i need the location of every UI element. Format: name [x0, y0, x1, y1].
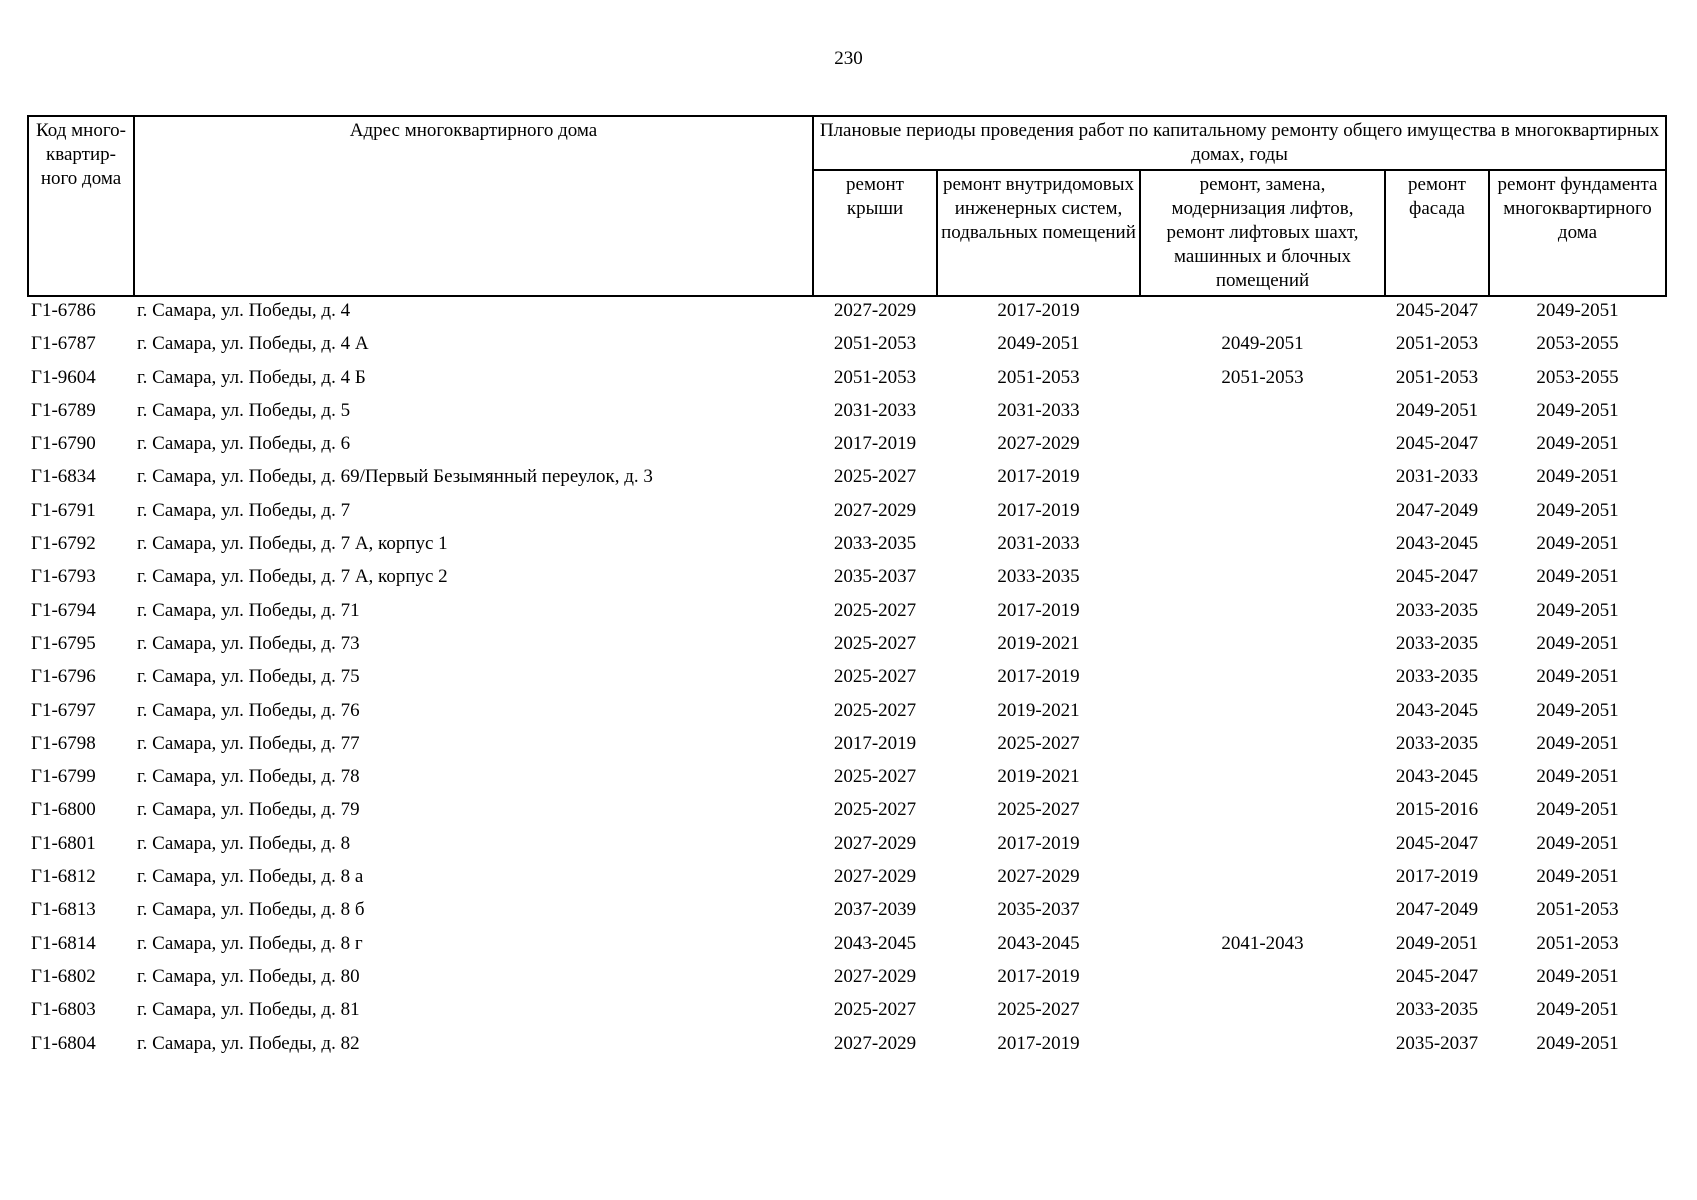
cell-roof: 2025-2027 [833, 699, 917, 721]
cell-lifts [1140, 599, 1385, 632]
cell-roof: 2017-2019 [833, 433, 917, 455]
cell-engineering: 2019-2021 [997, 699, 1080, 721]
table-header [28, 116, 1666, 296]
cell-roof: 2027-2029 [833, 300, 917, 321]
table-row [28, 965, 1666, 998]
cell-engineering: 2017-2019 [997, 832, 1080, 854]
cell-engineering: 2019-2021 [997, 766, 1080, 788]
cell-lifts [1140, 965, 1385, 998]
cell-address: г. Самара, ул. Победы, д. 79 [137, 799, 360, 821]
cell-lifts [1140, 865, 1385, 898]
cell-code: Г1-6793 [31, 566, 96, 588]
cell-facade: 2045-2047 [1395, 832, 1479, 854]
cell-engineering: 2017-2019 [997, 599, 1080, 621]
cell-lifts [1140, 998, 1385, 1031]
cell-roof: 2025-2027 [833, 632, 917, 654]
cell-address: г. Самара, ул. Победы, д. 4 Б [137, 366, 366, 388]
table-row [28, 798, 1666, 831]
table-row [28, 832, 1666, 865]
cell-foundation: 2049-2051 [1536, 832, 1619, 854]
page-number: 230 [834, 48, 863, 69]
cell-code: Г1-6813 [31, 899, 96, 921]
header-foundation: ремонт фундамента многоквартирного дома [1489, 170, 1666, 296]
cell-code: Г1-6792 [31, 533, 96, 555]
cell-address: г. Самара, ул. Победы, д. 7 [137, 499, 351, 521]
table-row [28, 432, 1666, 465]
table-row [28, 465, 1666, 498]
cell-roof: 2051-2053 [833, 333, 917, 355]
cell-address: г. Самара, ул. Победы, д. 4 А [137, 333, 369, 355]
cell-roof: 2051-2053 [833, 366, 917, 388]
cell-lifts [1140, 565, 1385, 598]
header-lifts: ремонт, замена, модернизация лифтов, ремонт лифтовых шахт, машинных и блочных помещений [1140, 170, 1385, 296]
cell-code: Г1-6801 [31, 832, 96, 854]
cell-foundation: 2049-2051 [1536, 433, 1619, 455]
cell-foundation: 2049-2051 [1536, 699, 1619, 721]
cell-facade: 2051-2053 [1395, 366, 1479, 388]
table-row [28, 665, 1666, 698]
cell-facade: 2033-2035 [1395, 632, 1479, 654]
cell-address: г. Самара, ул. Победы, д. 77 [137, 732, 360, 754]
cell-code: Г1-6794 [31, 599, 96, 621]
cell-foundation: 2049-2051 [1536, 466, 1619, 488]
table-row [28, 865, 1666, 898]
cell-code: Г1-6803 [31, 999, 96, 1021]
cell-facade: 2047-2049 [1395, 499, 1479, 521]
cell-address: г. Самара, ул. Победы, д. 7 А, корпус 1 [137, 533, 448, 555]
cell-foundation: 2049-2051 [1536, 533, 1619, 555]
cell-roof: 2025-2027 [833, 799, 917, 821]
cell-address: г. Самара, ул. Победы, д. 8 а [137, 866, 364, 888]
cell-address: г. Самара, ул. Победы, д. 8 [137, 832, 351, 854]
cell-engineering: 2025-2027 [997, 799, 1080, 821]
table-row [28, 998, 1666, 1031]
cell-code: Г1-6787 [31, 333, 96, 355]
cell-code: Г1-6796 [31, 666, 96, 688]
cell-engineering: 2031-2033 [997, 399, 1080, 421]
table-row [28, 1032, 1666, 1065]
cell-facade: 2033-2035 [1395, 666, 1479, 688]
cell-foundation: 2049-2051 [1536, 566, 1619, 588]
cell-code: Г1-6812 [31, 866, 96, 888]
cell-lifts [1140, 699, 1385, 732]
cell-foundation: 2049-2051 [1536, 499, 1619, 521]
cell-roof: 2025-2027 [833, 999, 917, 1021]
header-periods-group: Плановые периоды проведения работ по капитальному ремонту общего имущества в многоквартирных домах, годы [813, 116, 1666, 170]
cell-address: г. Самара, ул. Победы, д. 78 [137, 766, 360, 788]
cell-code: Г1-6791 [31, 499, 96, 521]
cell-address: г. Самара, ул. Победы, д. 8 г [137, 932, 363, 954]
cell-engineering: 2025-2027 [997, 732, 1080, 754]
cell-lifts [1140, 296, 1385, 332]
cell-foundation: 2051-2053 [1536, 899, 1619, 921]
cell-lifts: 2041-2043 [1221, 932, 1304, 954]
cell-facade: 2043-2045 [1395, 533, 1479, 555]
cell-roof: 2025-2027 [833, 666, 917, 688]
cell-foundation: 2049-2051 [1536, 732, 1619, 754]
table-row [28, 565, 1666, 598]
cell-engineering: 2017-2019 [997, 1032, 1080, 1054]
cell-roof: 2025-2027 [833, 599, 917, 621]
cell-lifts [1140, 499, 1385, 532]
cell-address: г. Самара, ул. Победы, д. 69/Первый Безымянный переулок, д. 3 [137, 466, 653, 488]
cell-foundation: 2049-2051 [1536, 599, 1619, 621]
cell-lifts: 2051-2053 [1221, 366, 1304, 388]
cell-code: Г1-6800 [31, 799, 96, 821]
cell-engineering: 2025-2027 [997, 999, 1080, 1021]
cell-address: г. Самара, ул. Победы, д. 82 [137, 1032, 360, 1054]
header-roof: ремонт крыши [813, 170, 937, 296]
cell-roof: 2035-2037 [833, 566, 917, 588]
cell-facade: 2033-2035 [1395, 599, 1479, 621]
cell-facade: 2033-2035 [1395, 732, 1479, 754]
cell-lifts [1140, 532, 1385, 565]
table-row [28, 932, 1666, 965]
cell-code: Г1-6799 [31, 766, 96, 788]
cell-lifts [1140, 665, 1385, 698]
table-row [28, 898, 1666, 931]
cell-foundation: 2049-2051 [1536, 965, 1619, 987]
cell-roof: 2027-2029 [833, 866, 917, 888]
cell-lifts [1140, 798, 1385, 831]
cell-facade: 2017-2019 [1395, 866, 1479, 888]
cell-roof: 2027-2029 [833, 832, 917, 854]
cell-roof: 2027-2029 [833, 499, 917, 521]
table-row [28, 632, 1666, 665]
cell-address: г. Самара, ул. Победы, д. 76 [137, 699, 360, 721]
cell-foundation: 2053-2055 [1536, 333, 1619, 355]
cell-foundation: 2053-2055 [1536, 366, 1619, 388]
cell-foundation: 2049-2051 [1536, 666, 1619, 688]
cell-address: г. Самара, ул. Победы, д. 75 [137, 666, 360, 688]
cell-facade: 2033-2035 [1395, 999, 1479, 1021]
table-row [28, 399, 1666, 432]
header-engineering: ремонт внутридомовых инженерных систем, подвальных помещений [937, 170, 1140, 296]
header-address: Адрес многоквартирного дома [134, 116, 813, 296]
cell-facade: 2043-2045 [1395, 766, 1479, 788]
cell-foundation: 2049-2051 [1536, 300, 1619, 321]
cell-facade: 2045-2047 [1395, 433, 1479, 455]
cell-code: Г1-9604 [31, 366, 96, 388]
cell-code: Г1-6797 [31, 699, 96, 721]
cell-facade: 2045-2047 [1395, 965, 1479, 987]
cell-facade: 2031-2033 [1395, 466, 1479, 488]
cell-engineering: 2051-2053 [997, 366, 1080, 388]
cell-lifts [1140, 399, 1385, 432]
cell-roof: 2025-2027 [833, 766, 917, 788]
cell-code: Г1-6802 [31, 965, 96, 987]
cell-foundation: 2049-2051 [1536, 766, 1619, 788]
cell-address: г. Самара, ул. Победы, д. 71 [137, 599, 360, 621]
cell-code: Г1-6804 [31, 1032, 96, 1054]
table-row [28, 332, 1666, 365]
cell-engineering: 2017-2019 [997, 466, 1080, 488]
cell-address: г. Самара, ул. Победы, д. 80 [137, 965, 360, 987]
cell-engineering: 2017-2019 [997, 300, 1080, 321]
cell-facade: 2035-2037 [1395, 1032, 1479, 1054]
cell-address: г. Самара, ул. Победы, д. 8 б [137, 899, 365, 921]
cell-facade: 2045-2047 [1395, 566, 1479, 588]
cell-facade: 2049-2051 [1395, 399, 1479, 421]
cell-foundation: 2049-2051 [1536, 1032, 1619, 1054]
header-facade: ремонт фасада [1385, 170, 1489, 296]
cell-lifts [1140, 732, 1385, 765]
cell-address: г. Самара, ул. Победы, д. 5 [137, 399, 351, 421]
cell-facade: 2043-2045 [1395, 699, 1479, 721]
cell-address: г. Самара, ул. Победы, д. 7 А, корпус 2 [137, 566, 448, 588]
cell-facade: 2047-2049 [1395, 899, 1479, 921]
cell-engineering: 2031-2033 [997, 533, 1080, 555]
table-row [28, 699, 1666, 732]
cell-facade: 2049-2051 [1395, 932, 1479, 954]
cell-engineering: 2017-2019 [997, 666, 1080, 688]
cell-lifts: 2049-2051 [1221, 333, 1304, 355]
cell-lifts [1140, 432, 1385, 465]
cell-engineering: 2027-2029 [997, 866, 1080, 888]
table-row [28, 732, 1666, 765]
cell-lifts [1140, 632, 1385, 665]
cell-facade: 2051-2053 [1395, 333, 1479, 355]
table-row [28, 532, 1666, 565]
cell-engineering: 2033-2035 [997, 566, 1080, 588]
cell-roof: 2033-2035 [833, 533, 917, 555]
table-row [28, 366, 1666, 399]
cell-foundation: 2049-2051 [1536, 866, 1619, 888]
cell-roof: 2025-2027 [833, 466, 917, 488]
cell-engineering: 2017-2019 [997, 499, 1080, 521]
cell-engineering: 2035-2037 [997, 899, 1080, 921]
cell-roof: 2031-2033 [833, 399, 917, 421]
table-row [28, 296, 1666, 332]
cell-roof: 2027-2029 [833, 1032, 917, 1054]
cell-engineering: 2043-2045 [997, 932, 1080, 954]
cell-engineering: 2019-2021 [997, 632, 1080, 654]
cell-address: г. Самара, ул. Победы, д. 73 [137, 632, 360, 654]
cell-code: Г1-6814 [31, 932, 96, 954]
header-code: Код много-квартир-ного дома [28, 116, 134, 296]
cell-code: Г1-6790 [31, 433, 96, 455]
cell-code: Г1-6789 [31, 399, 96, 421]
cell-engineering: 2049-2051 [997, 333, 1080, 355]
cell-code: Г1-6786 [31, 300, 96, 321]
table-row [28, 599, 1666, 632]
cell-facade: 2045-2047 [1395, 300, 1479, 321]
capital-repair-schedule-table [27, 115, 1667, 1065]
cell-address: г. Самара, ул. Победы, д. 4 [137, 300, 351, 321]
cell-foundation: 2049-2051 [1536, 799, 1619, 821]
cell-address: г. Самара, ул. Победы, д. 6 [137, 433, 351, 455]
cell-roof: 2037-2039 [833, 899, 917, 921]
cell-engineering: 2017-2019 [997, 965, 1080, 987]
cell-foundation: 2051-2053 [1536, 932, 1619, 954]
cell-lifts [1140, 898, 1385, 931]
cell-roof: 2027-2029 [833, 965, 917, 987]
cell-address: г. Самара, ул. Победы, д. 81 [137, 999, 360, 1021]
cell-lifts [1140, 832, 1385, 865]
cell-foundation: 2049-2051 [1536, 399, 1619, 421]
cell-foundation: 2049-2051 [1536, 632, 1619, 654]
cell-code: Г1-6795 [31, 632, 96, 654]
cell-roof: 2017-2019 [833, 732, 917, 754]
cell-code: Г1-6798 [31, 732, 96, 754]
table-row [28, 499, 1666, 532]
table-row [28, 765, 1666, 798]
table-body [28, 296, 1666, 1065]
cell-lifts [1140, 765, 1385, 798]
cell-engineering: 2027-2029 [997, 433, 1080, 455]
cell-facade: 2015-2016 [1395, 799, 1479, 821]
cell-foundation: 2049-2051 [1536, 999, 1619, 1021]
cell-roof: 2043-2045 [833, 932, 917, 954]
cell-lifts [1140, 1032, 1385, 1065]
cell-code: Г1-6834 [31, 466, 96, 488]
cell-lifts [1140, 465, 1385, 498]
